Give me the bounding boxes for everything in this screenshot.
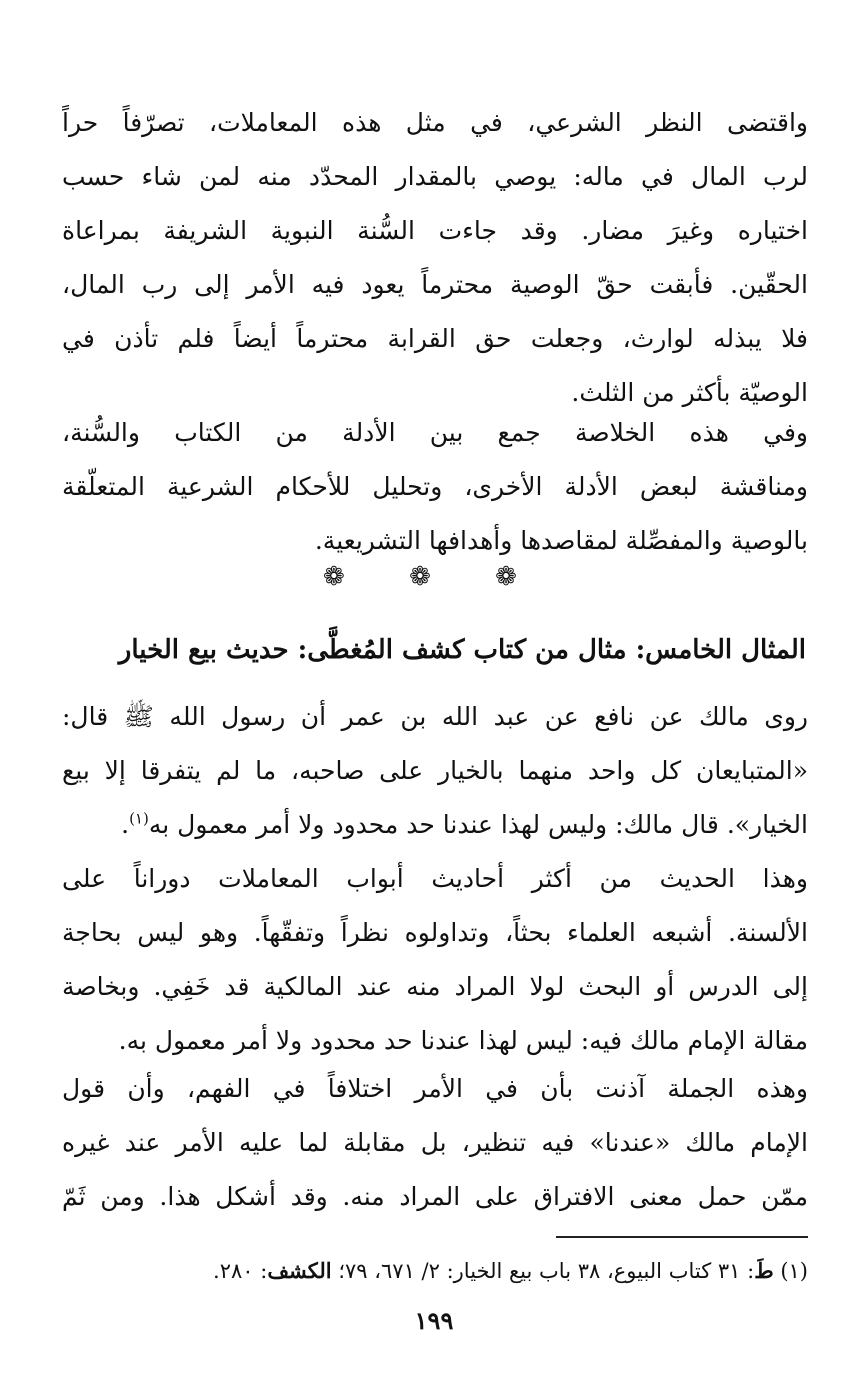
text-line <box>62 798 808 852</box>
text-line: واقتضى النظر الشرعي، في مثل هذه المعاملات، تصرّفاً حراً <box>62 108 808 137</box>
text-line: اختياره وغيرَ مضار. وقد جاءت السُّنة النبوية الشريفة بمراعاة <box>62 216 808 245</box>
footnote-source-title: الكشف <box>267 1258 332 1283</box>
text-line: مقالة الإمام مالك فيه: ليس لهذا عندنا حد محدود ولا أمر معمول به. <box>118 1026 808 1055</box>
text-line: وهذه الجملة آذنت بأن في الأمر اختلافاً في الفهم، وأن قول <box>62 1074 808 1103</box>
text-line: الحقّين. فأبقت حقّ الوصية محترماً يعود فيه الأمر إلى رب المال، <box>62 270 808 299</box>
paragraph-5 <box>62 1062 808 1224</box>
paragraph-2 <box>62 406 808 568</box>
footnote-marker: (١) <box>129 809 149 828</box>
text-line: الألسنة. أشبعه العلماء بحثاً، وتداولوه نظراً وتفقّهاً. وهو ليس بحاجة <box>62 918 808 947</box>
text-line: «المتبايعان كل واحد منهما بالخيار على صاحبه، ما لم يتفرقا إلا بيع <box>62 756 808 785</box>
text-line: بالوصية والمفصِّلة لمقاصدها وأهدافها التشريعية. <box>314 526 808 555</box>
section-divider-ornaments: ❁ ❁ ❁ <box>323 562 545 592</box>
text-line-body: الخيار». قال مالك: وليس لهذا عندنا حد محدود ولا أمر معمول به <box>148 810 808 839</box>
text-line: وفي هذه الخلاصة جمع بين الأدلة من الكتاب والسُّنة، <box>62 418 808 447</box>
page-number: ١٩٩ <box>414 1306 454 1335</box>
footnote <box>60 1248 808 1294</box>
text-line: روى مالك عن نافع عن عبد الله بن عمر أن رسول الله ﷺ قال: <box>62 702 808 731</box>
period: . <box>121 810 130 839</box>
text-line: وهذا الحديث من أكثر أحاديث أبواب المعاملات دوراناً على <box>62 864 808 893</box>
text-line: الإمام مالك «عندنا» فيه تنظير، بل مقابلة لما عليه الأمر عند غيره <box>62 1128 808 1157</box>
footnote-separator <box>556 1236 808 1238</box>
section-heading: المثال الخامس: مثال من كتاب كشف المُغطَّى: حديث بيع الخيار <box>118 635 806 665</box>
text-line: ممّن حمل معنى الافتراق على المراد منه. وقد أشكل هذا. ومن ثَمّ <box>62 1182 808 1211</box>
text-line: الوصيّة بأكثر من الثلث. <box>571 378 808 407</box>
paragraph-4 <box>62 852 808 1068</box>
footnote-text: : ٢٨٠. <box>213 1259 268 1283</box>
paragraph-3 <box>62 690 808 852</box>
text-line: إلى الدرس أو البحث لولا المراد منه عند المالكية قد خَفِي. وبخاصة <box>62 972 808 1001</box>
text-line: فلا يبذله لوارث، وجعلت حق القرابة محترماً أيضاً فلم تأذن في <box>62 324 808 353</box>
text-line: ومناقشة لبعض الأدلة الأخرى، وتحليل للأحكام الشرعية المتعلّقة <box>62 472 808 501</box>
paragraph-1 <box>62 96 808 420</box>
footnote-number: (١) <box>780 1259 808 1283</box>
text-line: لرب المال في ماله: يوصي بالمقدار المحدّد منه لمن شاء حسب <box>62 162 808 191</box>
footnote-text: : ٣١ كتاب البيوع، ٣٨ باب بيع الخيار: ٢/ ٦٧١، ٧٩؛ <box>338 1259 755 1283</box>
footnote-source-abbrev: طَ <box>754 1258 774 1283</box>
